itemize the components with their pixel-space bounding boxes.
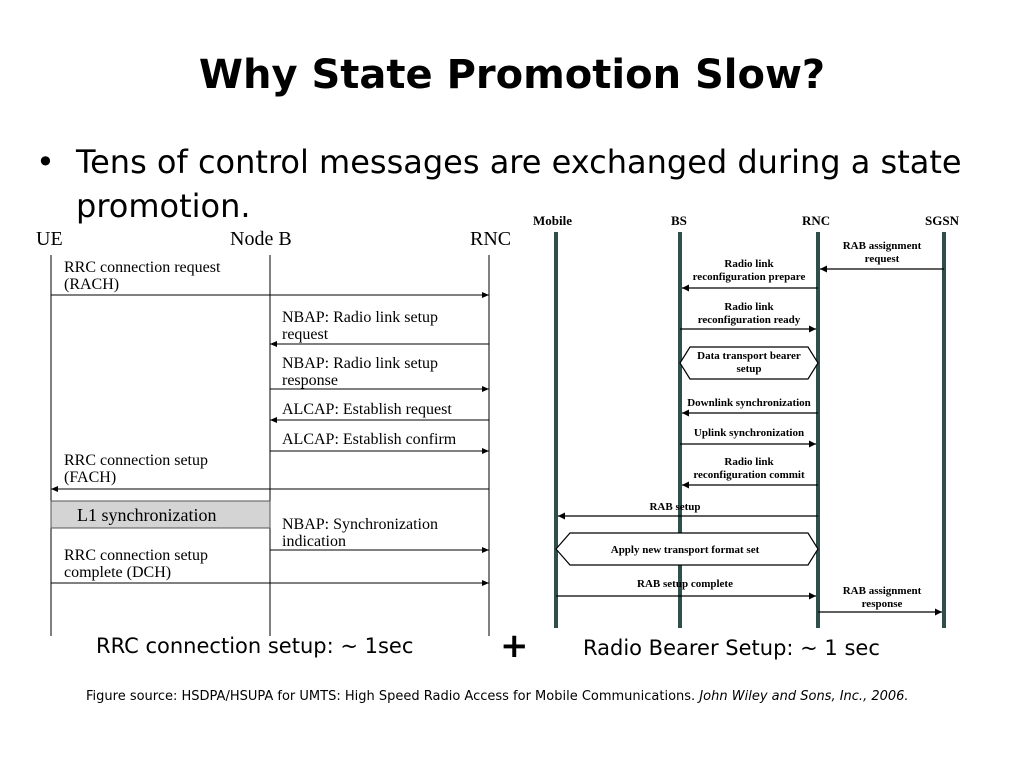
right-msg-label: request (864, 253, 900, 265)
right-msg-label: Radio link (724, 456, 774, 468)
right-msg-label: reconfiguration ready (697, 314, 801, 326)
right-msg-label: reconfiguration commit (693, 469, 805, 481)
plus-sign: + (500, 626, 529, 666)
left-entity-ue: UE (36, 228, 63, 250)
slide-title: Why State Promotion Slow? (198, 52, 826, 98)
left-msg-label: complete (DCH) (64, 564, 172, 581)
left-msg-label: NBAP: Synchronization (282, 516, 438, 533)
right-msg-label: RAB setup complete (637, 578, 733, 590)
right-msg-label: RAB setup (649, 501, 701, 513)
left-entity-nodeb: Node B (230, 228, 292, 250)
left-msg-label: RRC connection setup (64, 452, 208, 469)
left-msg-label: response (282, 372, 338, 389)
bullet-dot-icon: • (36, 143, 55, 181)
bullet-text: Tens of control messages are exchanged during a state promotion. (76, 143, 962, 225)
right-msg-label: RAB assignment (842, 240, 922, 252)
right-msg-label: Uplink synchronization (693, 427, 805, 439)
left-msg-label: ALCAP: Establish confirm (282, 431, 457, 448)
left-msg-label: indication (282, 533, 346, 550)
left-msg-label: ALCAP: Establish request (282, 401, 452, 418)
left-msg-label: (RACH) (64, 276, 120, 293)
right-entity-rnc: RNC (802, 213, 831, 228)
right-caption: Radio Bearer Setup: ~ 1 sec (583, 636, 880, 660)
left-msg-label: RRC connection request (64, 259, 221, 276)
right-msg-label: setup (736, 363, 762, 375)
right-msg-label: RAB assignment (842, 585, 922, 597)
left-msg-label: RRC connection setup (64, 547, 208, 564)
figure-source-text: Figure source: HSDPA/HSUPA for UMTS: High Speed Radio Access for Mobile Communications. (86, 689, 696, 704)
right-msg-label: response (861, 598, 903, 610)
right-msg-label: Apply new transport format set (610, 544, 760, 556)
right-entity-bs: BS (671, 213, 687, 228)
l1-sync-label: L1 synchronization (77, 505, 217, 525)
right-msg-label: Data transport bearer (697, 350, 801, 362)
figure-source-publisher: John Wiley and Sons, Inc., 2006. (699, 689, 909, 704)
left-msg-label: request (282, 326, 329, 343)
left-msg-label: (FACH) (64, 469, 117, 486)
left-entity-rnc: RNC (470, 228, 512, 250)
left-caption: RRC connection setup: ~ 1sec (96, 634, 414, 658)
right-msg-label: reconfiguration prepare (692, 271, 806, 283)
figure-source (86, 689, 909, 704)
right-entity-mobile: Mobile (533, 213, 572, 228)
right-msg-label: Radio link (724, 258, 774, 270)
left-msg-label: NBAP: Radio link setup (282, 355, 439, 372)
left-msg-label: NBAP: Radio link setup (282, 309, 439, 326)
right-msg-label: Radio link (724, 301, 774, 313)
right-entity-sgsn: SGSN (925, 213, 959, 228)
right-msg-label: Downlink synchronization (687, 397, 811, 409)
